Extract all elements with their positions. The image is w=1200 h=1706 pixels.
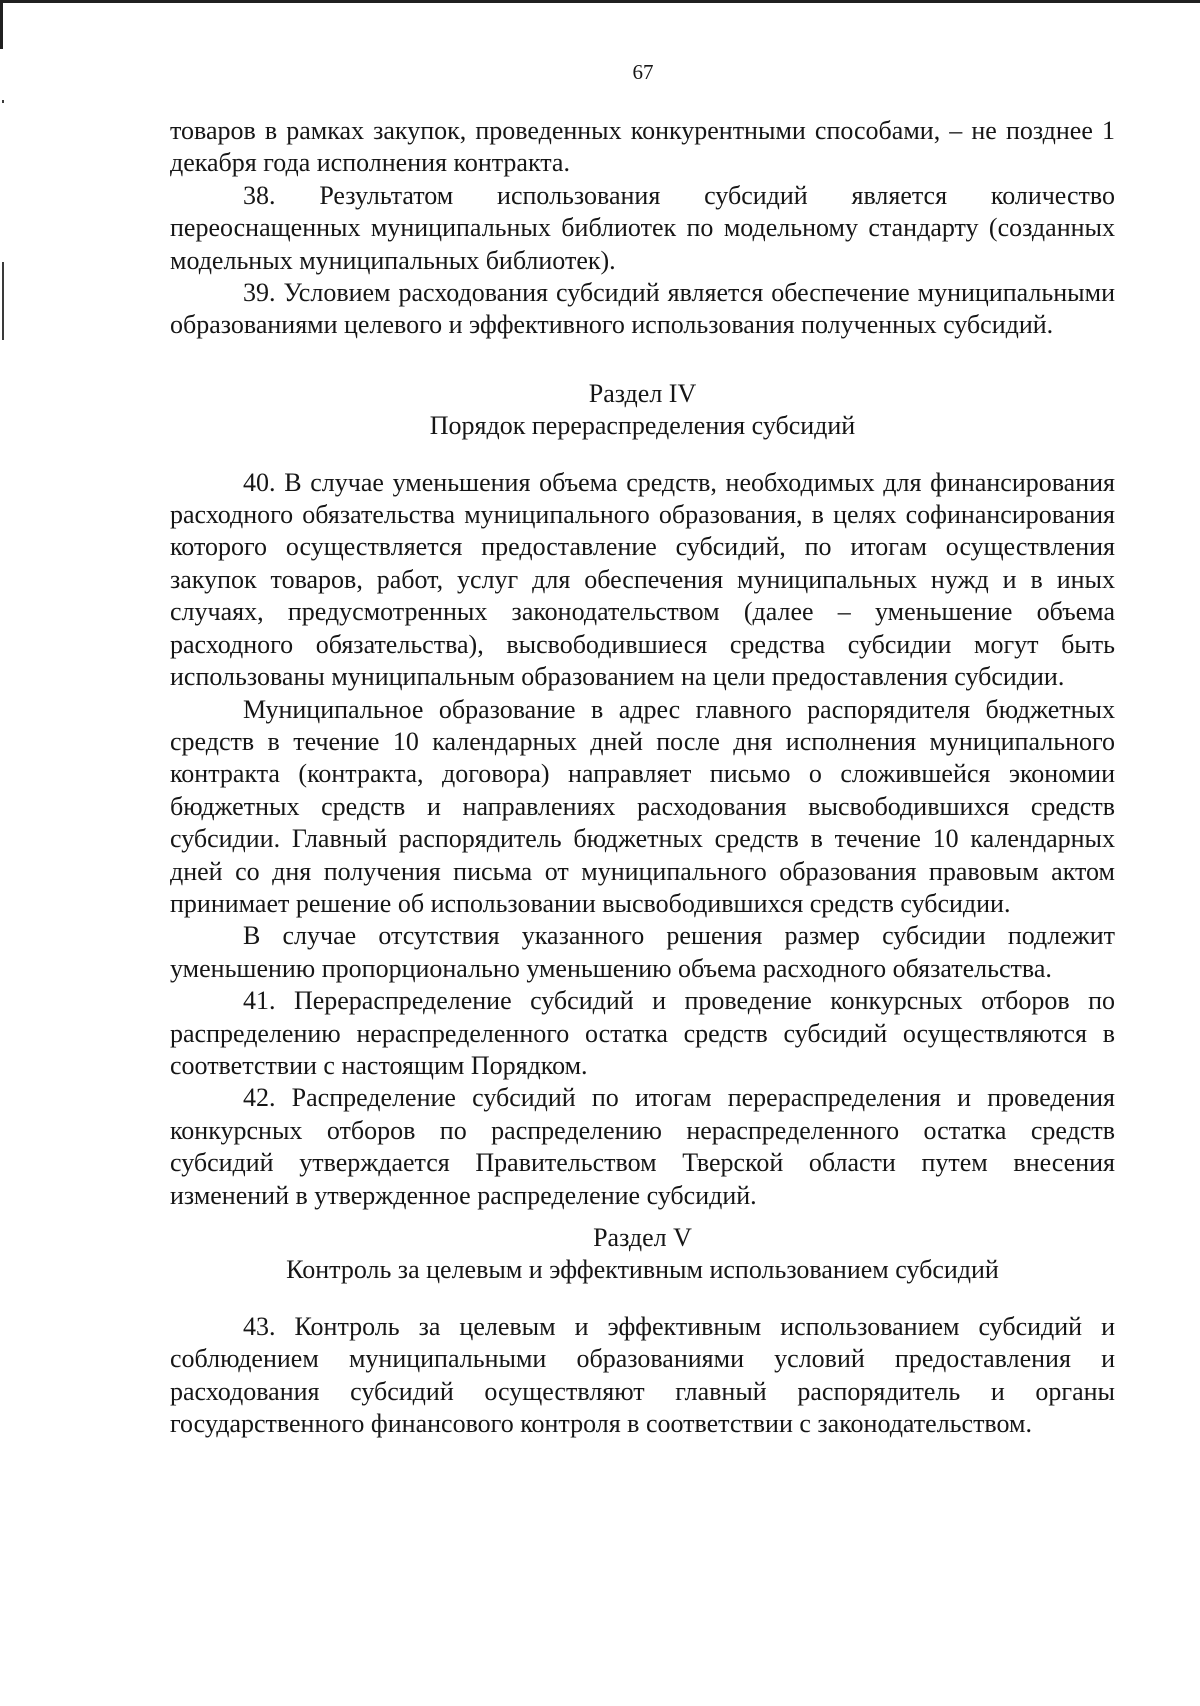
paragraph-continuation: товаров в рамках закупок, проведенных конкурентными способами, – не позднее 1 декабря года исполнения контракта.	[170, 116, 1115, 178]
paragraph-39: 39. Условием расходования субсидий является обеспечение муниципальными образованиями целевого и эффективного использования полученных субсидий.	[170, 278, 1115, 340]
paragraph-41: 41. Перераспределение субсидий и проведение конкурсных отборов по распределению нераспределенного остатка средств субсидий осуществляются в соответствии с настоящим Порядком.	[170, 986, 1115, 1080]
section-5-title: Контроль за целевым и эффективным использованием субсидий	[286, 1255, 999, 1285]
page-number: 67	[632, 60, 654, 84]
scan-border-left	[0, 3, 3, 49]
scan-border-top	[0, 0, 1200, 3]
section-5-label: Раздел V	[593, 1223, 692, 1252]
paragraph-40-part-3: В случае отсутствия указанного решения размер субсидии подлежит уменьшению пропорционально уменьшению объема расходного обязательства.	[170, 921, 1115, 983]
paragraph-40: 40. В случае уменьшения объема средств, необходимых для финансирования расходного обязательства муниципального образования, в целях софинансирования которого осуществляется предоставление субсидий, по итогам осуществления закупок товаров, работ, услуг для обеспечения муниципальных нужд и в иных случаях, предусмотренных законодательством (далее – уменьшение объема расходного обязательства), высвободившиеся средства субсидии могут быть использованы муниципальным образованием на цели предоставления субсидии.	[170, 467, 1115, 692]
paragraph-38: 38. Результатом использования субсидий является количество переоснащенных муниципальных библиотек по модельному стандарту (созданных модельных муниципальных библиотек).	[170, 180, 1115, 275]
scan-mark	[2, 262, 4, 340]
paragraph-42: 42. Распределение субсидий по итогам перераспределения и проведения конкурсных отборов по распределению нераспределенного остатка средств субсидий утверждается Правительством Тверской области путем внесения изменений в утвержденное распределение субсидий.	[170, 1083, 1115, 1210]
paragraph-40-part-2: Муниципальное образование в адрес главного распорядителя бюджетных средств в течение 10 календарных дней после дня исполнения муниципального контракта (контракта, договора) направляет письмо о сложившейся экономии бюджетных средств и направлениях расходования высвободившихся средств субсидии. Главный распорядитель бюджетных средств в течение 10 календарных дней со дня получения письма от муниципального образования правовым актом принимает решение об использовании высвободившихся средств субсидии.	[170, 694, 1115, 918]
section-4-label: Раздел IV	[588, 378, 697, 408]
document-body	[170, 115, 1115, 1440]
section-4-title: Порядок перераспределения субсидий	[429, 411, 856, 441]
scan-mark	[2, 100, 4, 103]
paragraph-43: 43. Контроль за целевым и эффективным использованием субсидий и соблюдением муниципальными образованиями условий предоставления и расходования субсидий осуществляют главный распорядитель и органы государственного финансового контроля в соответствии с законодательством.	[170, 1311, 1115, 1439]
